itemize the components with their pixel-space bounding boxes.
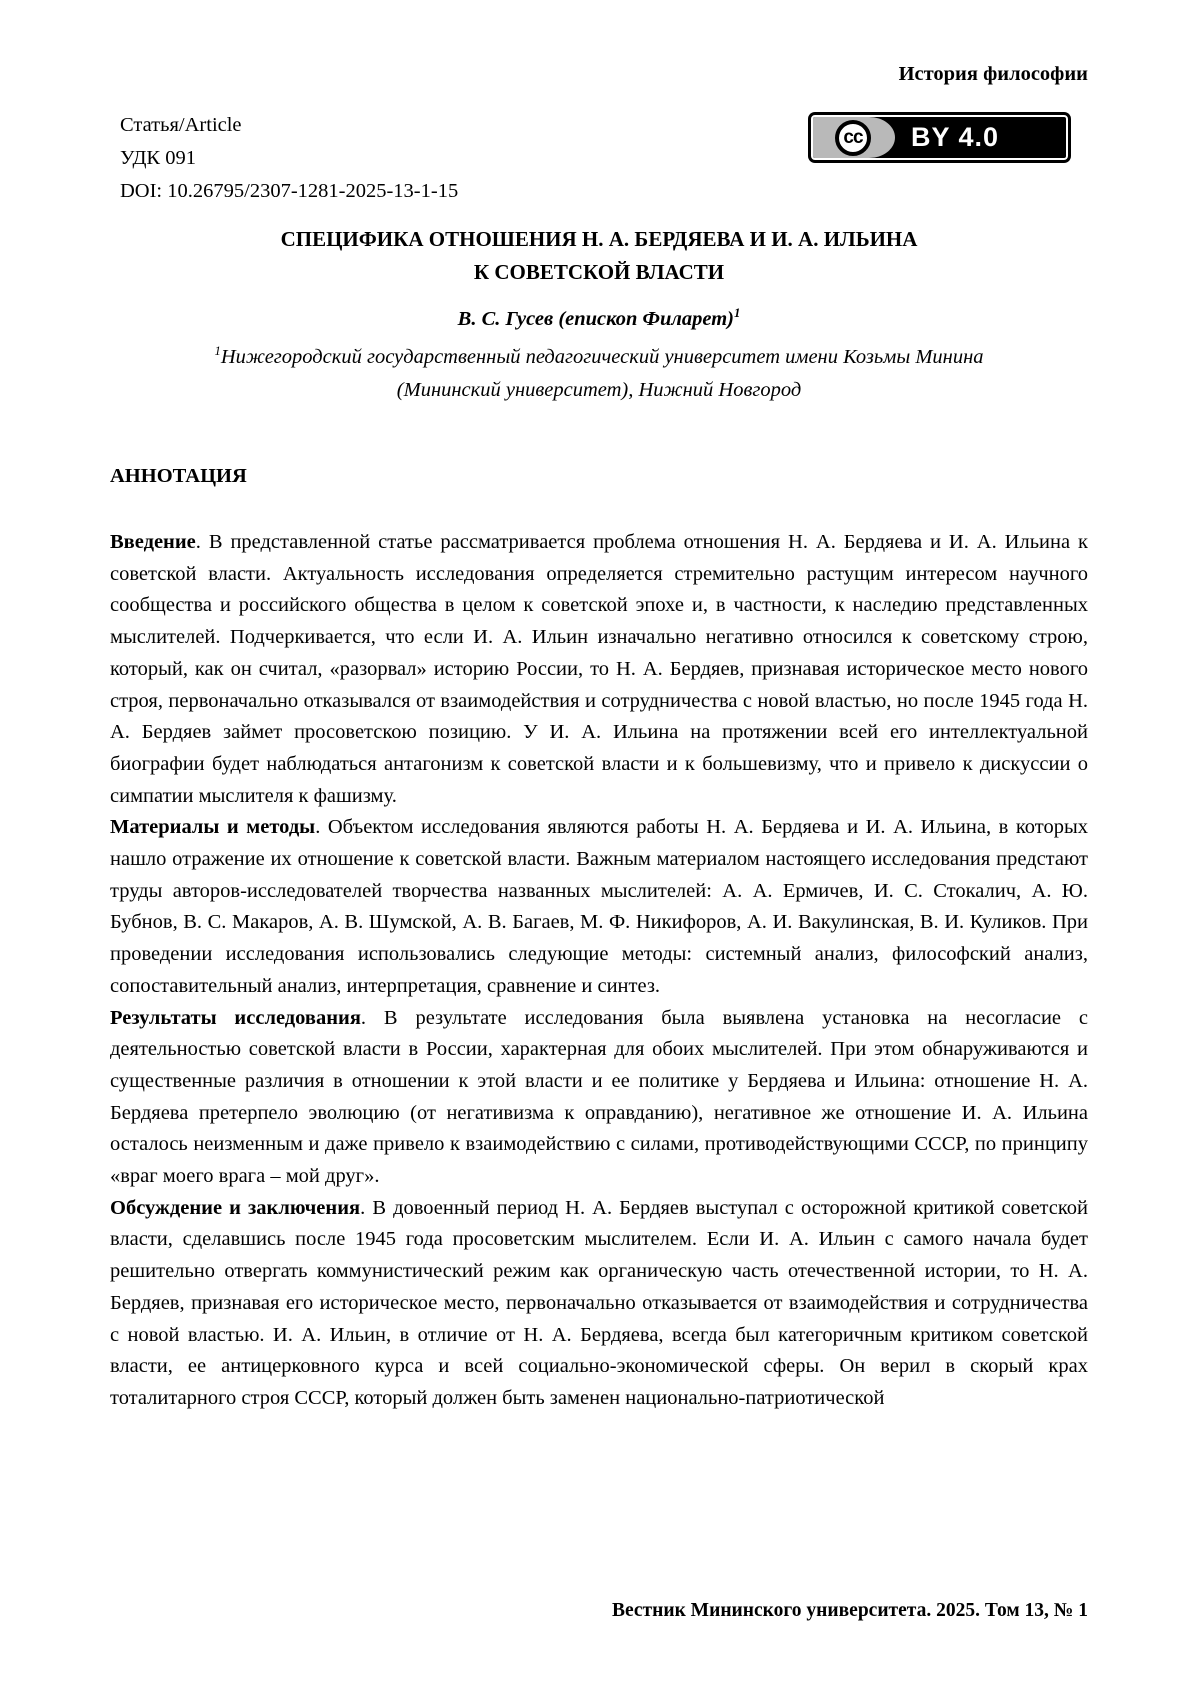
journal-footer: Вестник Мининского университета. 2025. Том 13, № 1 bbox=[611, 1600, 1088, 1621]
paragraph-label: Материалы и методы bbox=[110, 816, 316, 839]
affiliation-line2: (Мининский университет), Нижний Новгород bbox=[396, 379, 802, 401]
author-line bbox=[110, 308, 1088, 331]
section-category-header: История философии bbox=[898, 63, 1088, 85]
abstract-paragraph-introduction bbox=[110, 527, 1088, 812]
paragraph-label: Результаты исследования bbox=[110, 1006, 361, 1029]
abstract-paragraph-discussion-conclusions bbox=[110, 1193, 1088, 1415]
abstract-heading: АННОТАЦИЯ bbox=[110, 465, 247, 487]
abstract-body bbox=[110, 527, 1088, 1415]
affiliation-university: Нижегородский государственный педагогический университет имени Козьмы Минина bbox=[220, 346, 984, 368]
author-affiliation-mark: 1 bbox=[733, 306, 741, 321]
cc-by-license-badge bbox=[808, 112, 1071, 163]
cc-badge-frame bbox=[811, 115, 1068, 160]
author-name: В. С. Гусев (епископ Филарет) bbox=[457, 308, 734, 330]
cc-icon: cc bbox=[835, 120, 871, 156]
license-version-label: BY 4.0 bbox=[911, 122, 1000, 152]
article-title-line2: К СОВЕТСКОЙ ВЛАСТИ bbox=[473, 259, 725, 284]
affiliation-mark: 1 bbox=[214, 344, 221, 359]
article-title bbox=[110, 223, 1088, 288]
affiliation-line1 bbox=[110, 341, 1088, 374]
cc-badge-left-panel bbox=[813, 117, 895, 158]
paragraph-text: . В довоенный период Н. А. Бердяев выступал с осторожной критикой советской власти, сделавшись после 1945 года просоветским мыслителем. Если И. А. Ильин с самого начала будет решительно отвергать коммунистический режим как органическую часть отечественной истории, то Н. А. Бердяев, признавая его историческое место, первоначально отказывается от взаимодействия и сотрудничества с новой властью. И. А. Ильин, в отличие от Н. А. Бердяева, всегда был категоричным критиком советской власти, ее антицерковного курса и всей социально-экономической сферы. Он верил в скорый крах тоталитарного строя СССР, который должен быть заменен национально-патриотической bbox=[110, 1196, 1088, 1409]
abstract-paragraph-materials-methods bbox=[110, 812, 1088, 1002]
abstract-paragraph-results bbox=[110, 1003, 1088, 1193]
doi-label: DOI: 10.26795/2307-1281-2025-13-1-15 bbox=[120, 180, 459, 202]
paragraph-label: Обсуждение и заключения bbox=[110, 1196, 361, 1219]
article-type-label: Статья/Article bbox=[120, 114, 242, 136]
affiliation-block bbox=[110, 341, 1088, 407]
article-title-line1: СПЕЦИФИКА ОТНОШЕНИЯ Н. А. БЕРДЯЕВА И И. А. ИЛЬИНА bbox=[280, 227, 918, 251]
udc-label: УДК 091 bbox=[120, 147, 196, 169]
paragraph-text: . В результате исследования была выявлена установка на несогласие с деятельностью советской власти в России, характерная для обоих мыслителей. При этом обнаруживаются и существенные различия в отношении к этой власти и ее политике у Бердяева и Ильина: отношение Н. А. Бердяева претерпело эволюцию (от негативизма к оправданию), негативное же отношение И. А. Ильина осталось неизменным и даже привело к взаимодействию с силами, противодействующими СССР, по принципу «враг моего врага – мой друг». bbox=[110, 1006, 1088, 1188]
paragraph-label: Введение bbox=[110, 531, 196, 553]
paragraph-text: . Объектом исследования являются работы Н. А. Бердяева и И. А. Ильина, в которых нашло отражение их отношение к советской власти. Важным материалом настоящего исследования предстают труды авторов-исследователей творчества названных мыслителей: А. А. Ермичев, И. С. Стокалич, А. Ю. Бубнов, В. С. Макаров, А. В. Шумской, А. В. Багаев, М. Ф. Никифоров, А. И. Вакулинская, В. И. Куликов. При проведении исследования использовались следующие методы: системный анализ, философский анализ, сопоставительный анализ, интерпретация, сравнение и синтез. bbox=[110, 816, 1088, 997]
paragraph-text: . В представленной статье рассматривается проблема отношения Н. А. Бердяева и И. А. Ильина к советской власти. Актуальность исследования определяется стремительно растущим интересом научного сообщества и российского общества в целом к советской эпохе и, в частности, к наследию представленных мыслителей. Подчеркивается, что если И. А. Ильин изначально негативно относился к советскому строю, который, как он считал, «разорвал» историю России, то Н. А. Бердяев, признавая историческое место нового строя, первоначально отказывался от взаимодействия и сотрудничества с новой властью, но после 1945 года Н. А. Бердяев займет просоветскою позицию. У И. А. Ильина на протяжении всей его интеллектуальной биографии будет наблюдаться антагонизм к советской власти и к большевизму, что и привело к дискуссии о симпатии мыслителя к фашизму. bbox=[110, 531, 1088, 807]
article-meta-block bbox=[120, 109, 458, 208]
